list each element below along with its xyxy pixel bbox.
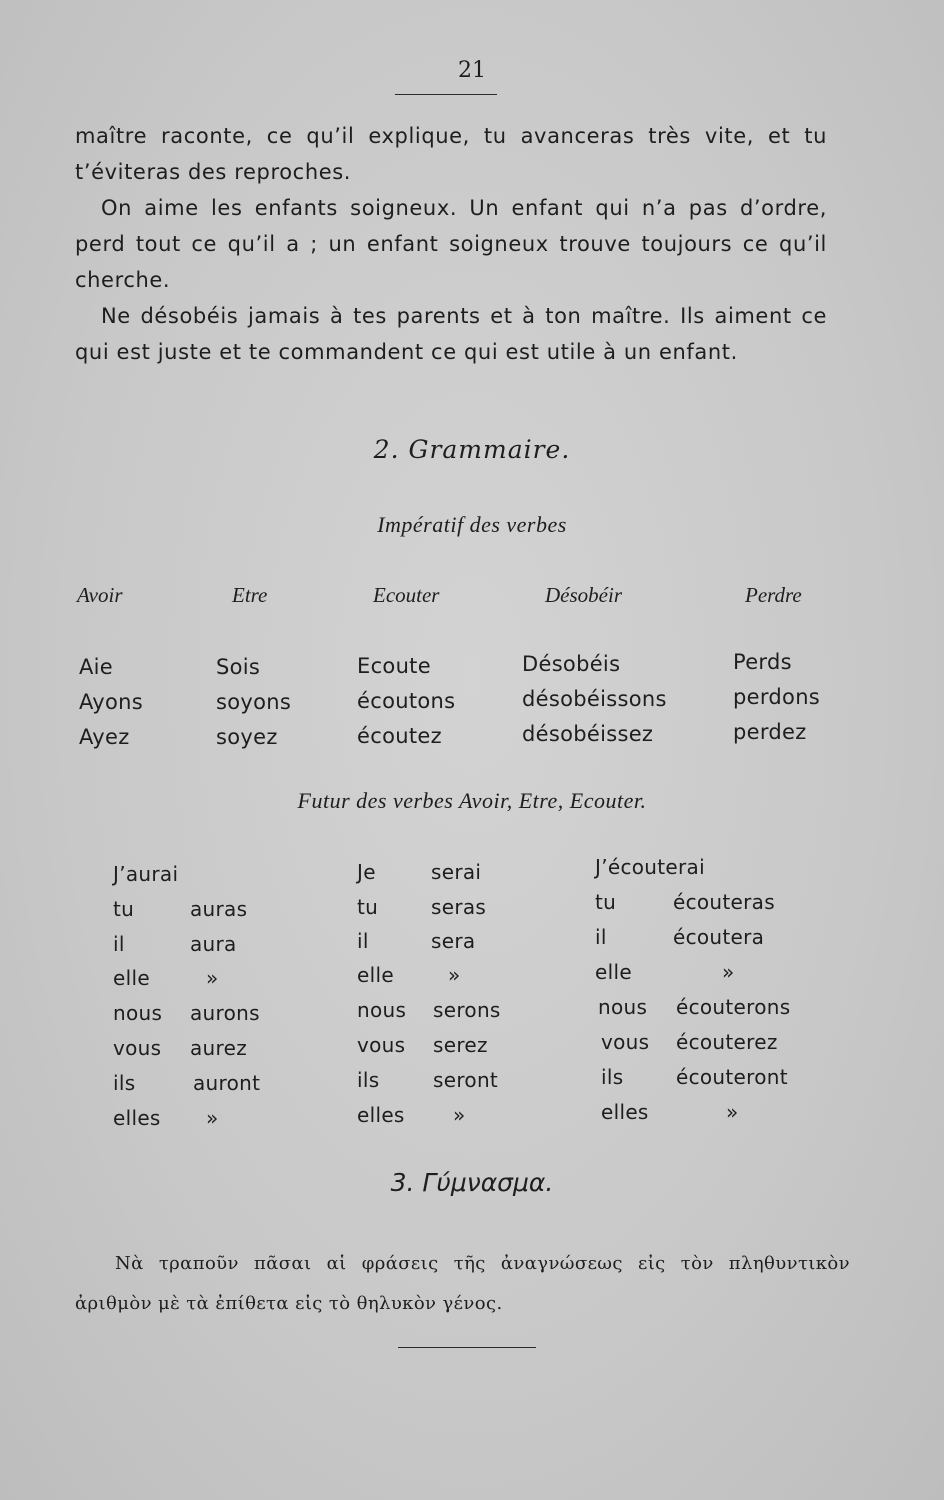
futur-pronoun: J’écouterai bbox=[595, 855, 705, 879]
futur-form: auront bbox=[193, 1071, 261, 1095]
section-2-title: 2. Grammaire. bbox=[373, 435, 571, 464]
futur-form: écouteront bbox=[676, 1065, 788, 1089]
futur-form: » bbox=[206, 1106, 219, 1130]
page-number: 21 bbox=[458, 58, 486, 83]
imperatif-form: Perds bbox=[733, 650, 792, 674]
futur-form: sera bbox=[431, 929, 476, 953]
section-3-title: 3. Γύμνασμα. bbox=[390, 1168, 554, 1197]
futur-form: » bbox=[448, 963, 461, 987]
futur-form: aura bbox=[190, 932, 237, 956]
futur-pronoun: vous bbox=[357, 1033, 406, 1057]
futur-form: serez bbox=[433, 1033, 488, 1057]
futur-pronoun: elle bbox=[357, 963, 394, 987]
futur-form: écouteras bbox=[673, 890, 775, 914]
futur-pronoun: elles bbox=[113, 1106, 161, 1130]
futur-pronoun: elle bbox=[113, 966, 150, 990]
verb-header-perdre: Perdre bbox=[745, 583, 802, 607]
futur-pronoun: nous bbox=[357, 998, 407, 1022]
futur-form: » bbox=[453, 1103, 466, 1127]
imperatif-form: désobéissez bbox=[522, 722, 654, 746]
verb-header-etre: Etre bbox=[232, 583, 268, 607]
imperatif-form: Sois bbox=[216, 655, 261, 679]
futur-pronoun: nous bbox=[598, 995, 648, 1019]
futur-pronoun: elles bbox=[357, 1103, 405, 1127]
futur-form: aurez bbox=[190, 1036, 248, 1060]
futur-form: » bbox=[206, 966, 219, 990]
futur-pronoun: vous bbox=[113, 1036, 162, 1060]
futur-pronoun: il bbox=[595, 925, 607, 949]
futur-pronoun: ils bbox=[601, 1065, 624, 1089]
imperatif-form: perdez bbox=[733, 720, 807, 744]
imperatif-form: Ayons bbox=[79, 690, 143, 714]
futur-pronoun: tu bbox=[357, 895, 379, 919]
futur-form: écoutera bbox=[673, 925, 765, 949]
bottom-rule bbox=[398, 1347, 536, 1348]
imperatif-form: Ecoute bbox=[357, 654, 431, 678]
reading-text bbox=[75, 118, 827, 370]
futur-form: auras bbox=[190, 897, 248, 921]
futur-pronoun: vous bbox=[601, 1030, 650, 1054]
futur-pronoun: elles bbox=[601, 1100, 649, 1124]
futur-pronoun: tu bbox=[595, 890, 617, 914]
verb-header-ecouter: Ecouter bbox=[373, 583, 440, 607]
futur-pronoun: elle bbox=[595, 960, 632, 984]
paragraph-3: Ne désobéis jamais à tes parents et à ton maître. Ils aiment ce qui est juste et te commandent ce qui est utile à un enfant. bbox=[75, 304, 827, 364]
imperatif-form: soyez bbox=[216, 725, 278, 749]
futur-form: écouterez bbox=[676, 1030, 778, 1054]
imperatif-form: écoutez bbox=[357, 724, 442, 748]
futur-form: serai bbox=[431, 860, 482, 884]
imperatif-form: Ayez bbox=[79, 725, 130, 749]
paragraph-1: maître raconte, ce qu’il explique, tu avanceras très vite, et tu t’éviteras des reproches. bbox=[75, 124, 827, 184]
imperatif-form: désobéissons bbox=[522, 687, 667, 711]
imperatif-form: Désobéis bbox=[522, 652, 621, 676]
futur-form: » bbox=[722, 960, 735, 984]
exercise-instructions bbox=[75, 1244, 850, 1324]
verb-header-avoir: Avoir bbox=[77, 583, 123, 607]
imperatif-title: Impératif des verbes bbox=[377, 512, 567, 537]
paragraph-2: On aime les enfants soigneux. Un enfant qui n’a pas d’ordre, perd tout ce qu’il a ; un enfant soigneux trouve toujours ce qu’il cherche. bbox=[75, 196, 827, 292]
futur-title: Futur des verbes Avoir, Etre, Ecouter. bbox=[297, 788, 647, 813]
futur-pronoun: ils bbox=[113, 1071, 136, 1095]
futur-form: » bbox=[726, 1100, 739, 1124]
futur-pronoun: Je bbox=[357, 860, 376, 884]
imperatif-form: soyons bbox=[216, 690, 292, 714]
futur-form: serons bbox=[433, 998, 501, 1022]
futur-pronoun: ils bbox=[357, 1068, 380, 1092]
futur-form: seront bbox=[433, 1068, 499, 1092]
futur-form: seras bbox=[431, 895, 487, 919]
futur-pronoun: J’aurai bbox=[113, 862, 179, 886]
futur-pronoun: tu bbox=[113, 897, 135, 921]
futur-pronoun: il bbox=[357, 929, 369, 953]
imperatif-form: perdons bbox=[733, 685, 821, 709]
imperatif-form: écoutons bbox=[357, 689, 456, 713]
exercise-text: Νὰ τραποῦν πᾶσαι αἱ φράσεις τῆς ἀναγνώσεως εἰς τὸν πληθυντικὸν ἀριθμὸν μὲ τὰ ἐπίθετα εἰς τὸ θηλυκὸν γένος. bbox=[75, 1253, 850, 1314]
futur-form: aurons bbox=[190, 1001, 260, 1025]
futur-form: écouterons bbox=[676, 995, 791, 1019]
futur-pronoun: il bbox=[113, 932, 125, 956]
futur-pronoun: nous bbox=[113, 1001, 163, 1025]
imperatif-form: Aie bbox=[79, 655, 114, 679]
verb-header-desobeir: Désobéir bbox=[545, 583, 622, 607]
top-rule bbox=[395, 94, 497, 95]
